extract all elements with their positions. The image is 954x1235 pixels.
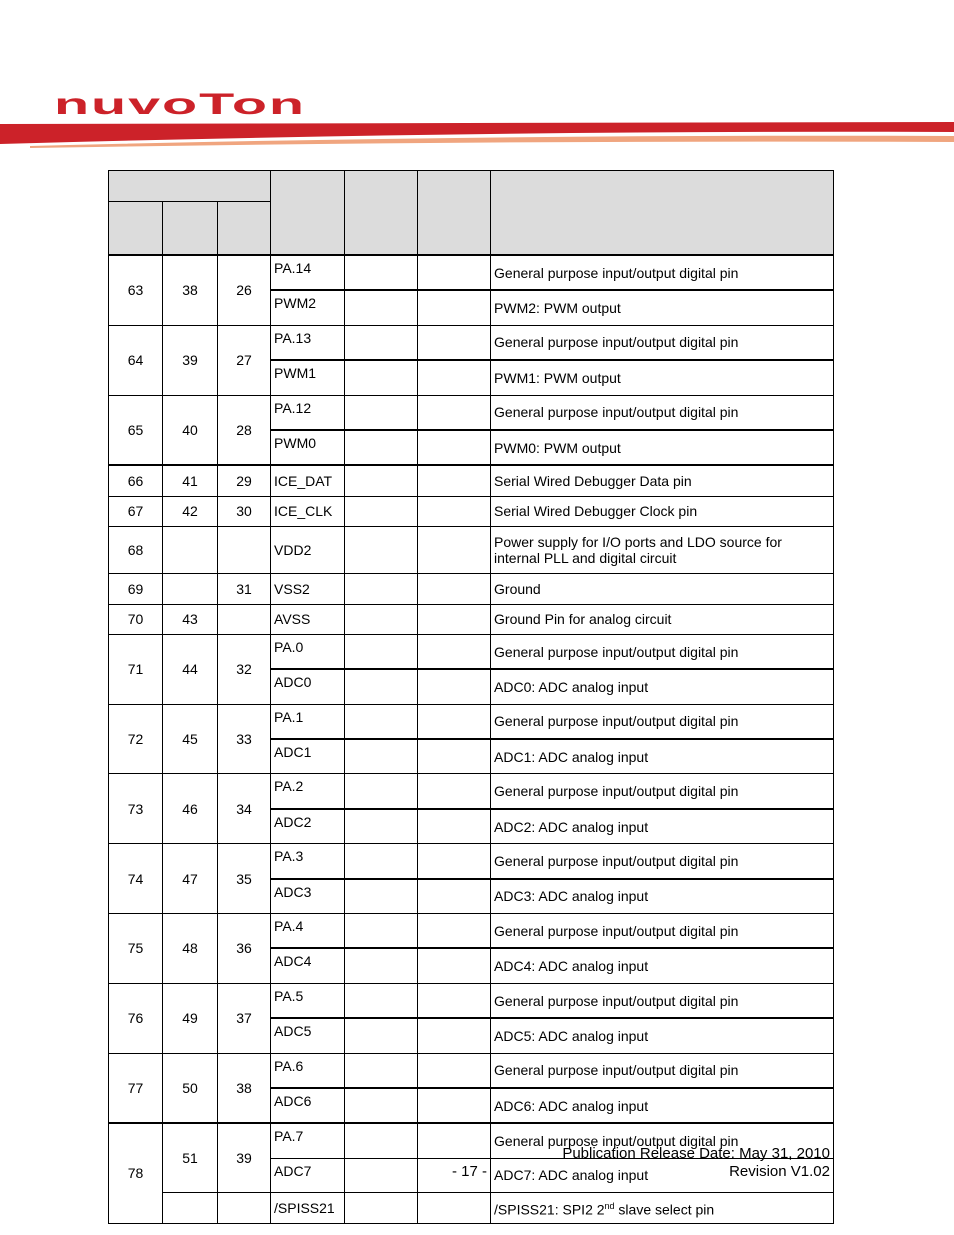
pin-type-cell xyxy=(345,1123,418,1158)
description-cell: ADC3: ADC analog input xyxy=(491,879,834,914)
pin-name-cell: ADC4 xyxy=(271,948,345,983)
header-cell-package-a xyxy=(109,202,163,256)
pin-number-c xyxy=(218,604,271,634)
pin-type-cell xyxy=(345,739,418,774)
pin-type-cell xyxy=(345,1193,418,1223)
pin-name-cell: ADC2 xyxy=(271,809,345,844)
description-cell: General purpose input/output digital pin xyxy=(491,325,834,360)
header-cell-alt xyxy=(418,171,491,256)
pin-number-b: 40 xyxy=(163,395,218,465)
pin-name-cell: PA.1 xyxy=(271,704,345,739)
pin-number-b: 39 xyxy=(163,325,218,395)
pin-name-cell: /SPISS21 xyxy=(271,1193,345,1223)
table-header xyxy=(109,171,834,256)
pin-number-b: 44 xyxy=(163,634,218,704)
alt-function-cell xyxy=(418,290,491,325)
pin-name-cell: PA.7 xyxy=(271,1123,345,1158)
description-cell: General purpose input/output digital pin xyxy=(491,914,834,949)
pin-type-cell xyxy=(345,604,418,634)
alt-function-cell xyxy=(418,914,491,949)
footer-revision: Revision V1.02 xyxy=(729,1163,830,1180)
pin-number-a: 70 xyxy=(109,604,163,634)
alt-function-cell xyxy=(418,704,491,739)
description-cell: PWM2: PWM output xyxy=(491,290,834,325)
description-cell: ADC1: ADC analog input xyxy=(491,739,834,774)
description-cell: ADC6: ADC analog input xyxy=(491,1088,834,1123)
pin-name-cell: PA.14 xyxy=(271,255,345,290)
alt-function-cell xyxy=(418,948,491,983)
pin-name-cell: AVSS xyxy=(271,604,345,634)
table-row xyxy=(109,634,834,669)
pin-name-cell: ICE_CLK xyxy=(271,496,345,526)
pin-number-a: 67 xyxy=(109,496,163,526)
pin-name-cell: PA.3 xyxy=(271,844,345,879)
pin-type-cell xyxy=(345,465,418,496)
pin-number-c xyxy=(218,1193,271,1223)
pin-type-cell xyxy=(345,1158,418,1192)
alt-function-cell xyxy=(418,465,491,496)
pin-name-cell: PA.6 xyxy=(271,1053,345,1088)
pin-name-cell: VDD2 xyxy=(271,527,345,574)
pin-number-b: 38 xyxy=(163,255,218,325)
pin-type-cell xyxy=(345,430,418,465)
description-cell xyxy=(491,1193,834,1223)
pin-number-b: 49 xyxy=(163,983,218,1053)
description-cell: General purpose input/output digital pin xyxy=(491,1053,834,1088)
description-cell: PWM1: PWM output xyxy=(491,360,834,395)
table-row xyxy=(109,574,834,604)
pin-number-a: 72 xyxy=(109,704,163,774)
pin-number-b: 41 xyxy=(163,465,218,496)
pin-type-cell xyxy=(345,574,418,604)
description-cell: ADC0: ADC analog input xyxy=(491,669,834,704)
pin-name-cell: PA.2 xyxy=(271,774,345,809)
pin-name-cell: PA.4 xyxy=(271,914,345,949)
description-cell: Ground xyxy=(491,574,834,604)
pin-name-cell: PWM0 xyxy=(271,430,345,465)
alt-function-cell xyxy=(418,739,491,774)
description-cell: General purpose input/output digital pin xyxy=(491,395,834,430)
alt-function-cell xyxy=(418,496,491,526)
description-cell: Serial Wired Debugger Data pin xyxy=(491,465,834,496)
description-cell: General purpose input/output digital pin xyxy=(491,255,834,290)
pin-number-b: 46 xyxy=(163,774,218,844)
pin-type-cell xyxy=(345,983,418,1018)
alt-function-cell xyxy=(418,1053,491,1088)
table-body xyxy=(109,255,834,1223)
pin-number-a: 76 xyxy=(109,983,163,1053)
pin-number-c: 34 xyxy=(218,774,271,844)
pin-name-cell: ADC7 xyxy=(271,1158,345,1192)
description-text: slave select pin xyxy=(614,1201,715,1218)
pin-type-cell xyxy=(345,948,418,983)
pin-name-cell: PA.13 xyxy=(271,325,345,360)
description-cell: ADC2: ADC analog input xyxy=(491,809,834,844)
alt-function-cell xyxy=(418,1123,491,1158)
alt-function-cell xyxy=(418,983,491,1018)
table-row xyxy=(109,1053,834,1088)
description-cell: General purpose input/output digital pin xyxy=(491,704,834,739)
description-cell: General purpose input/output digital pin xyxy=(491,634,834,669)
header-banner xyxy=(0,110,954,150)
alt-function-cell xyxy=(418,395,491,430)
description-cell: ADC4: ADC analog input xyxy=(491,948,834,983)
pin-number-c: 30 xyxy=(218,496,271,526)
alt-function-cell xyxy=(418,774,491,809)
pin-type-cell xyxy=(345,255,418,290)
pin-number-b: 51 xyxy=(163,1123,218,1192)
alt-function-cell xyxy=(418,634,491,669)
pin-number-c: 31 xyxy=(218,574,271,604)
table-row xyxy=(109,914,834,949)
pin-number-a: 64 xyxy=(109,325,163,395)
pin-number-a: 68 xyxy=(109,527,163,574)
pin-number-a: 77 xyxy=(109,1053,163,1123)
pin-name-cell: ADC3 xyxy=(271,879,345,914)
pin-number-b: 48 xyxy=(163,914,218,984)
header-cell-pin-type xyxy=(345,171,418,256)
header-cell-pin-no xyxy=(109,171,271,202)
pin-number-c: 39 xyxy=(218,1123,271,1192)
pin-type-cell xyxy=(345,290,418,325)
header-cell-package-b xyxy=(163,202,218,256)
table-row xyxy=(109,1193,834,1223)
description-cell: ADC7: ADC analog input xyxy=(491,1158,834,1192)
pin-name-cell: VSS2 xyxy=(271,574,345,604)
pin-type-cell xyxy=(345,496,418,526)
description-cell: Ground Pin for analog circuit xyxy=(491,604,834,634)
alt-function-cell xyxy=(418,844,491,879)
pin-type-cell xyxy=(345,360,418,395)
alt-function-cell xyxy=(418,574,491,604)
alt-function-cell xyxy=(418,1193,491,1223)
pin-type-cell xyxy=(345,527,418,574)
footer-page-number: - 17 - xyxy=(452,1163,488,1180)
pin-type-cell xyxy=(345,325,418,360)
pin-name-cell: PWM1 xyxy=(271,360,345,395)
alt-function-cell xyxy=(418,879,491,914)
pin-number-b: 47 xyxy=(163,844,218,914)
description-cell: Serial Wired Debugger Clock pin xyxy=(491,496,834,526)
description-text: /SPISS21: SPI2 2 xyxy=(494,1201,605,1218)
pin-name-cell: PA.5 xyxy=(271,983,345,1018)
footer-release-date: Publication Release Date: May 31, 2010 xyxy=(562,1145,830,1162)
description-cell: General purpose input/output digital pin xyxy=(491,774,834,809)
header-cell-description xyxy=(491,171,834,256)
pin-number-b: 45 xyxy=(163,704,218,774)
pin-number-a: 69 xyxy=(109,574,163,604)
pin-number-a: 73 xyxy=(109,774,163,844)
pin-number-a: 74 xyxy=(109,844,163,914)
pin-number-c xyxy=(218,527,271,574)
alt-function-cell xyxy=(418,255,491,290)
table-row xyxy=(109,255,834,290)
table-row xyxy=(109,844,834,879)
pin-number-b xyxy=(163,527,218,574)
pin-name-cell: ADC5 xyxy=(271,1018,345,1053)
pin-number-c: 32 xyxy=(218,634,271,704)
table-row xyxy=(109,325,834,360)
table-row xyxy=(109,983,834,1018)
pin-number-b xyxy=(163,574,218,604)
svg-text:nuvoTon: nuvoTon xyxy=(54,92,306,116)
pin-number-c: 29 xyxy=(218,465,271,496)
pin-number-b: 43 xyxy=(163,604,218,634)
alt-function-cell xyxy=(418,325,491,360)
header-cell-package-c xyxy=(218,202,271,256)
description-cell: PWM0: PWM output xyxy=(491,430,834,465)
alt-function-cell xyxy=(418,604,491,634)
table-row xyxy=(109,496,834,526)
pin-number-a: 78 xyxy=(109,1123,163,1223)
pin-number-a: 65 xyxy=(109,395,163,465)
pin-number-a: 75 xyxy=(109,914,163,984)
pin-number-c: 35 xyxy=(218,844,271,914)
pin-number-b xyxy=(163,1193,218,1223)
description-cell: General purpose input/output digital pin xyxy=(491,983,834,1018)
description-cell: General purpose input/output digital pin xyxy=(491,1123,834,1158)
table-row xyxy=(109,465,834,496)
pin-name-cell: ADC0 xyxy=(271,669,345,704)
pin-name-cell: PWM2 xyxy=(271,290,345,325)
pin-type-cell xyxy=(345,809,418,844)
alt-function-cell xyxy=(418,809,491,844)
alt-function-cell xyxy=(418,527,491,574)
pin-number-a: 63 xyxy=(109,255,163,325)
table-row xyxy=(109,527,834,574)
pin-type-cell xyxy=(345,1018,418,1053)
alt-function-cell xyxy=(418,1088,491,1123)
pin-number-b: 42 xyxy=(163,496,218,526)
pin-type-cell xyxy=(345,1088,418,1123)
table-row xyxy=(109,395,834,430)
alt-function-cell xyxy=(418,1018,491,1053)
pin-number-c: 36 xyxy=(218,914,271,984)
pin-number-a: 71 xyxy=(109,634,163,704)
pin-type-cell xyxy=(345,669,418,704)
pin-type-cell xyxy=(345,914,418,949)
pin-number-c: 33 xyxy=(218,704,271,774)
pin-number-b: 50 xyxy=(163,1053,218,1123)
pin-type-cell xyxy=(345,704,418,739)
ordinal-suffix: nd xyxy=(604,1201,615,1212)
pin-number-c: 38 xyxy=(218,1053,271,1123)
alt-function-cell xyxy=(418,360,491,395)
pin-type-cell xyxy=(345,774,418,809)
header-cell-pin-name xyxy=(271,171,345,256)
table-row xyxy=(109,774,834,809)
pin-number-a: 66 xyxy=(109,465,163,496)
pin-number-c: 28 xyxy=(218,395,271,465)
description-cell: ADC5: ADC analog input xyxy=(491,1018,834,1053)
table-row xyxy=(109,604,834,634)
pin-name-cell: ADC6 xyxy=(271,1088,345,1123)
description-cell: Power supply for I/O ports and LDO source for internal PLL and digital circuit xyxy=(491,527,834,574)
pin-name-cell: ICE_DAT xyxy=(271,465,345,496)
pin-number-c: 26 xyxy=(218,255,271,325)
pin-type-cell xyxy=(345,395,418,430)
pin-number-c: 37 xyxy=(218,983,271,1053)
pin-name-cell: PA.0 xyxy=(271,634,345,669)
pin-number-c: 27 xyxy=(218,325,271,395)
pin-type-cell xyxy=(345,1053,418,1088)
description-cell: General purpose input/output digital pin xyxy=(491,844,834,879)
alt-function-cell xyxy=(418,669,491,704)
pin-type-cell xyxy=(345,844,418,879)
table-row xyxy=(109,704,834,739)
pin-type-cell xyxy=(345,879,418,914)
alt-function-cell xyxy=(418,430,491,465)
pin-name-cell: PA.12 xyxy=(271,395,345,430)
pin-type-cell xyxy=(345,634,418,669)
pin-name-cell: ADC1 xyxy=(271,739,345,774)
pin-description-table xyxy=(108,170,834,1224)
